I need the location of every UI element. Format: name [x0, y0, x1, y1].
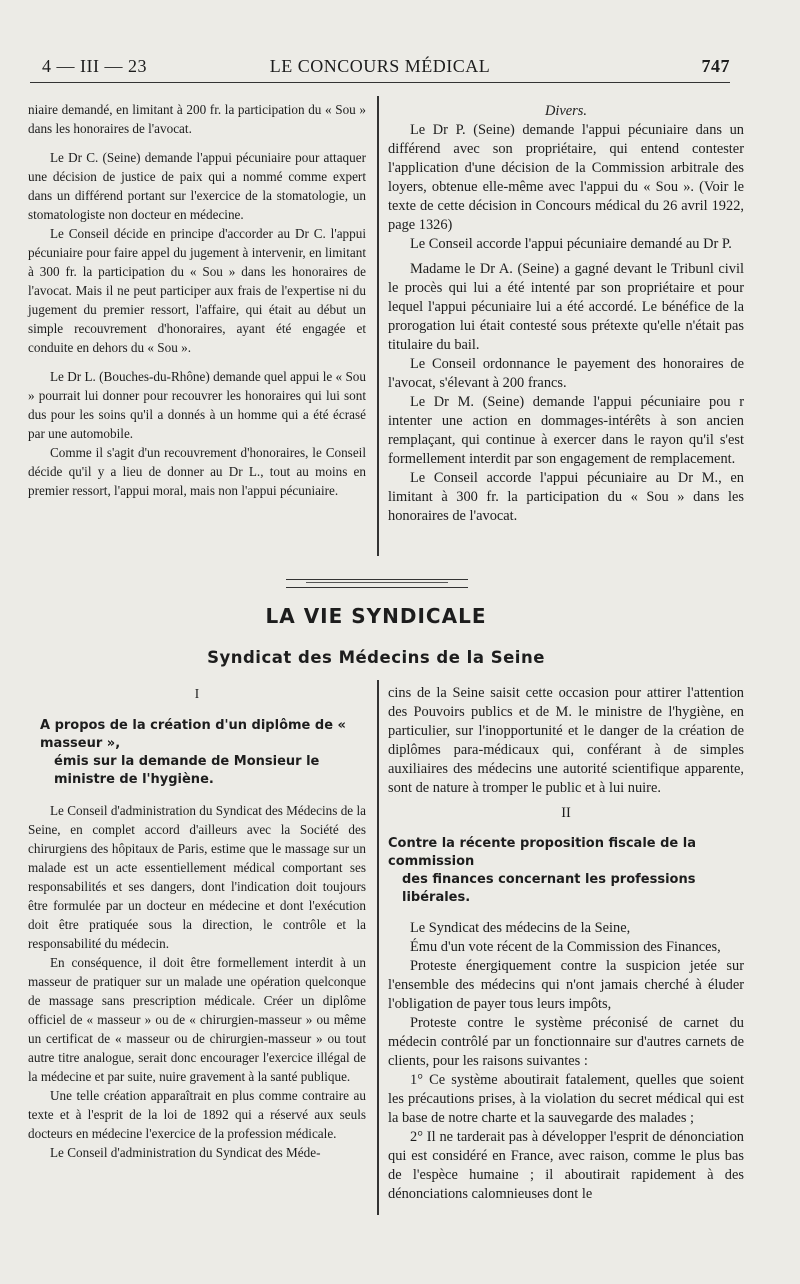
paragraph: Le Conseil d'administration du Syndicat des Médecins de la Seine, en complet accord d'ailleurs avec la Société des chirurgiens des hôpitaux de Paris, estime que le massage sur un malade est un acte essentiellement médical comportant ses responsabilités et ses dangers, dont l'indication doit toujours être formulée par un docteur en médecine et dont l'exécution doit être pratiquée sous la direction, le contrôle et la responsabilité du médecin. — [28, 803, 366, 951]
section-title: LA VIE SYNDICALE — [265, 604, 487, 628]
paragraph: Le Conseil d'administration du Syndicat des Méde- — [50, 1145, 321, 1160]
paragraph: En conséquence, il doit être formellement interdit à un masseur de pratiquer sur un malade une opération quelconque de massage sans prescription médicale. Créer un diplôme officiel de « masseur » ou de « chirurgien-masseur » ou même un certificat de « masseur ou de chirurgien-masseur » ou tout autre titre analogue, serait donc encourager l'exercice illégal de la médecine et par suite, nuire gravement à la santé publique. — [28, 955, 366, 1084]
section-heading-divers: Divers. — [545, 103, 587, 119]
paragraph: Proteste contre le système préconisé de carnet du médecin contrôlé par un fonctionnaire sur d'autres carnets de clients, pour les raisons suivantes : — [388, 1015, 744, 1069]
paragraph: Une telle création apparaîtrait en plus comme contraire au texte et à l'esprit de la loi de 1892 qui a réservé aux seuls docteurs en médecine l'exercice de la profession médicale. — [28, 1088, 366, 1141]
section-subtitle: Syndicat des Médecins de la Seine — [207, 648, 545, 667]
paragraph: Le Dr M. (Seine) demande l'appui pécuniaire pou r intenter une action en dommages-intérêts à son ancien remplaçant, qui continue à exercer dans le rayon qu'il s'est formellement interdit par son engagement de remplacement. — [388, 394, 744, 467]
article-heading-line: A propos de la création d'un diplôme de « masseur », — [40, 718, 346, 751]
paragraph: Le Dr C. (Seine) demande l'appui pécuniaire pour attaquer une décision de justice de paix qui a nommé comme expert dans un différend portant sur l'exercice de la stomatologie, un stomatologiste non docteur en médecine. — [28, 150, 366, 222]
issue-number: 4 — III — 23 — [42, 56, 147, 76]
right-bottom-column — [388, 684, 744, 1204]
article-numeral: I — [194, 686, 200, 701]
paragraph: Comme il s'agit d'un recouvrement d'honoraires, le Conseil décide qu'il y a lieu de donner au Dr L., tout au moins en premier ressort, l'appui moral, mais non l'appui pécuniaire. — [28, 445, 366, 498]
article-heading-line: des finances concernant les professions libérales. — [402, 872, 696, 905]
page-number: 747 — [701, 56, 730, 76]
article-numeral: II — [561, 805, 571, 821]
paragraph: 1° Ce système aboutirait fatalement, quelles que soient les précautions prises, à la violation du secret médical qui est la base de notre charte et la sauvegarde des malades ; — [388, 1072, 744, 1126]
column-rule — [377, 680, 379, 1215]
left-top-column — [28, 100, 366, 500]
column-rule — [377, 96, 379, 556]
article-heading — [28, 717, 366, 789]
article-heading-line: émis sur la demande de Monsieur le ministre de l'hygiène. — [54, 754, 320, 787]
paragraph: Le Syndicat des médecins de la Seine, — [410, 920, 631, 936]
article-heading-line: Contre la récente proposition fiscale de la commission — [388, 836, 697, 869]
section-divider — [286, 579, 468, 588]
paragraph: Le Conseil ordonnance le payement des honoraires de l'avocat, s'élevant à 200 francs. — [388, 356, 744, 391]
paragraph: cins de la Seine saisit cette occasion pour attirer l'attention des Pouvoirs publics et de M. le ministre de l'hygiène, en particulier, sur l'inopportunité et le danger de la création de diplômes para-médicaux qui, conférant à de simples auxiliaires des médecins une autorité scientifique apparente, sont de nature à tromper le public et à lui nuire. — [388, 685, 744, 796]
paragraph: Le Conseil accorde l'appui pécuniaire demandé au Dr P. — [410, 236, 732, 252]
paragraph: Le Conseil décide en principe d'accorder au Dr C. l'appui pécuniaire pour faire appel du jugement à intervenir, en limitant à 300 fr. la participation du « Sou » dans les honoraires de l'avocat. Mais il ne peut participer aux frais de l'expertise ni du jugement du premier ressort, l'affaire, qui était au début un simple recouvrement d'honoraires, ayant été engagée et conduite en dehors du « Sou ». — [28, 226, 366, 355]
paragraph: Le Dr L. (Bouches-du-Rhône) demande quel appui le « Sou » pourrait lui donner pour recouvrer les honoraires qui lui sont dus pour les soins qu'il a donnés à un homme qui a été écrasé par une automobile. — [28, 369, 366, 441]
right-top-column — [388, 102, 744, 526]
paragraph: niaire demandé, en limitant à 200 fr. la participation du « Sou » dans les honoraires de l'avocat. — [28, 102, 366, 136]
paragraph: 2° Il ne tarderait pas à développer l'esprit de dénonciation qui est considéré en France, avec raison, comme le plus bas de l'espèce humaine ; il aboutirait rapidement à des dénonciations calomnieuses dont le — [388, 1129, 744, 1202]
article-heading — [388, 835, 744, 907]
left-bottom-column — [28, 680, 366, 1162]
paragraph: Le Conseil accorde l'appui pécuniaire au Dr M., en limitant à 300 fr. la participation du « Sou » dans les honoraires de l'avocat. — [388, 470, 744, 524]
journal-title: LE CONCOURS MÉDICAL — [269, 56, 491, 76]
paragraph: Proteste énergiquement contre la suspicion jetée sur l'ensemble des médecins qui n'ont jamais cherché à éluder l'obligation de payer tous leurs impôts, — [388, 958, 744, 1012]
paragraph: Le Dr P. (Seine) demande l'appui pécuniaire dans un différend avec son propriétaire, qui entend contester l'application d'une décision de la Commission arbitrale des loyers, obtenue elle-même avec l'appui du « Sou ». (Voir le texte de cette décision in Concours médical du 26 avril 1922, page 1326) — [388, 122, 744, 233]
page-header — [30, 52, 730, 83]
paragraph: Ému d'un vote récent de la Commission des Finances, — [410, 939, 721, 955]
paragraph: Madame le Dr A. (Seine) a gagné devant le Tribunl civil le procès qui lui a été intenté par son propriétaire et pour lequel l'appui pécuniaire lui a été accordé. Le bénéfice de la prorogation lui était contesté sous prétexte qu'elle n'était pas titulaire du bail. — [388, 261, 744, 353]
